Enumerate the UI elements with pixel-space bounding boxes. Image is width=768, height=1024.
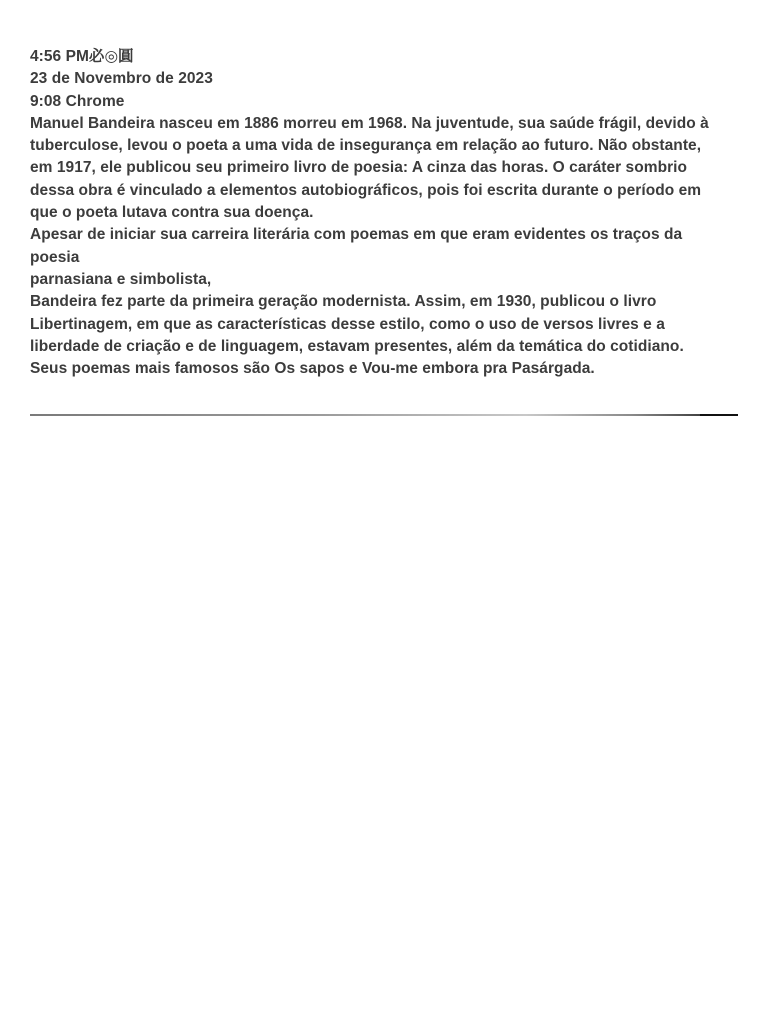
- date-line: 23 de Novembro de 2023: [30, 70, 213, 88]
- paragraph-line: que o poeta lutava contra sua doença.: [30, 204, 314, 222]
- app-header-line: 9:08 Chrome: [30, 92, 125, 110]
- time-status-line: 4:56 PM必◎圓: [30, 48, 134, 65]
- paragraph-line: parnasiana e simbolista,: [30, 270, 212, 288]
- paragraph-line: Manuel Bandeira nasceu em 1886 morreu em 1968. Na juventude, sua saúde frágil, devido à: [30, 114, 709, 132]
- paragraph-line: tuberculose, levou o poeta a uma vida de insegurança em relação ao futuro. Não obstante,: [30, 137, 702, 155]
- paragraph-line: Seus poemas mais famosos são Os sapos e Vou-me embora pra Pasárgada.: [30, 360, 595, 378]
- paragraph-line: liberdade de criação e de linguagem, estavam presentes, além da temática do cotidiano.: [30, 337, 684, 355]
- paragraph-line: Apesar de iniciar sua carreira literária com poemas em que eram evidentes os traços da: [30, 226, 683, 244]
- paragraph-line: dessa obra é vinculado a elementos autobiográficos, pois foi escrita durante o período em: [30, 181, 702, 199]
- paragraph-line: em 1917, ele publicou seu primeiro livro de poesia: A cinza das horas. O caráter sombrio: [30, 159, 688, 177]
- horizontal-divider: [30, 414, 738, 416]
- divider-accent: [700, 414, 738, 416]
- paragraph-line: Libertinagem, em que as características desse estilo, como o uso de versos livres e a: [30, 315, 665, 333]
- paragraph-line: poesia: [30, 248, 80, 266]
- document-text-block: [30, 46, 740, 380]
- paragraph-line: Bandeira fez parte da primeira geração modernista. Assim, em 1930, publicou o livro: [30, 293, 657, 311]
